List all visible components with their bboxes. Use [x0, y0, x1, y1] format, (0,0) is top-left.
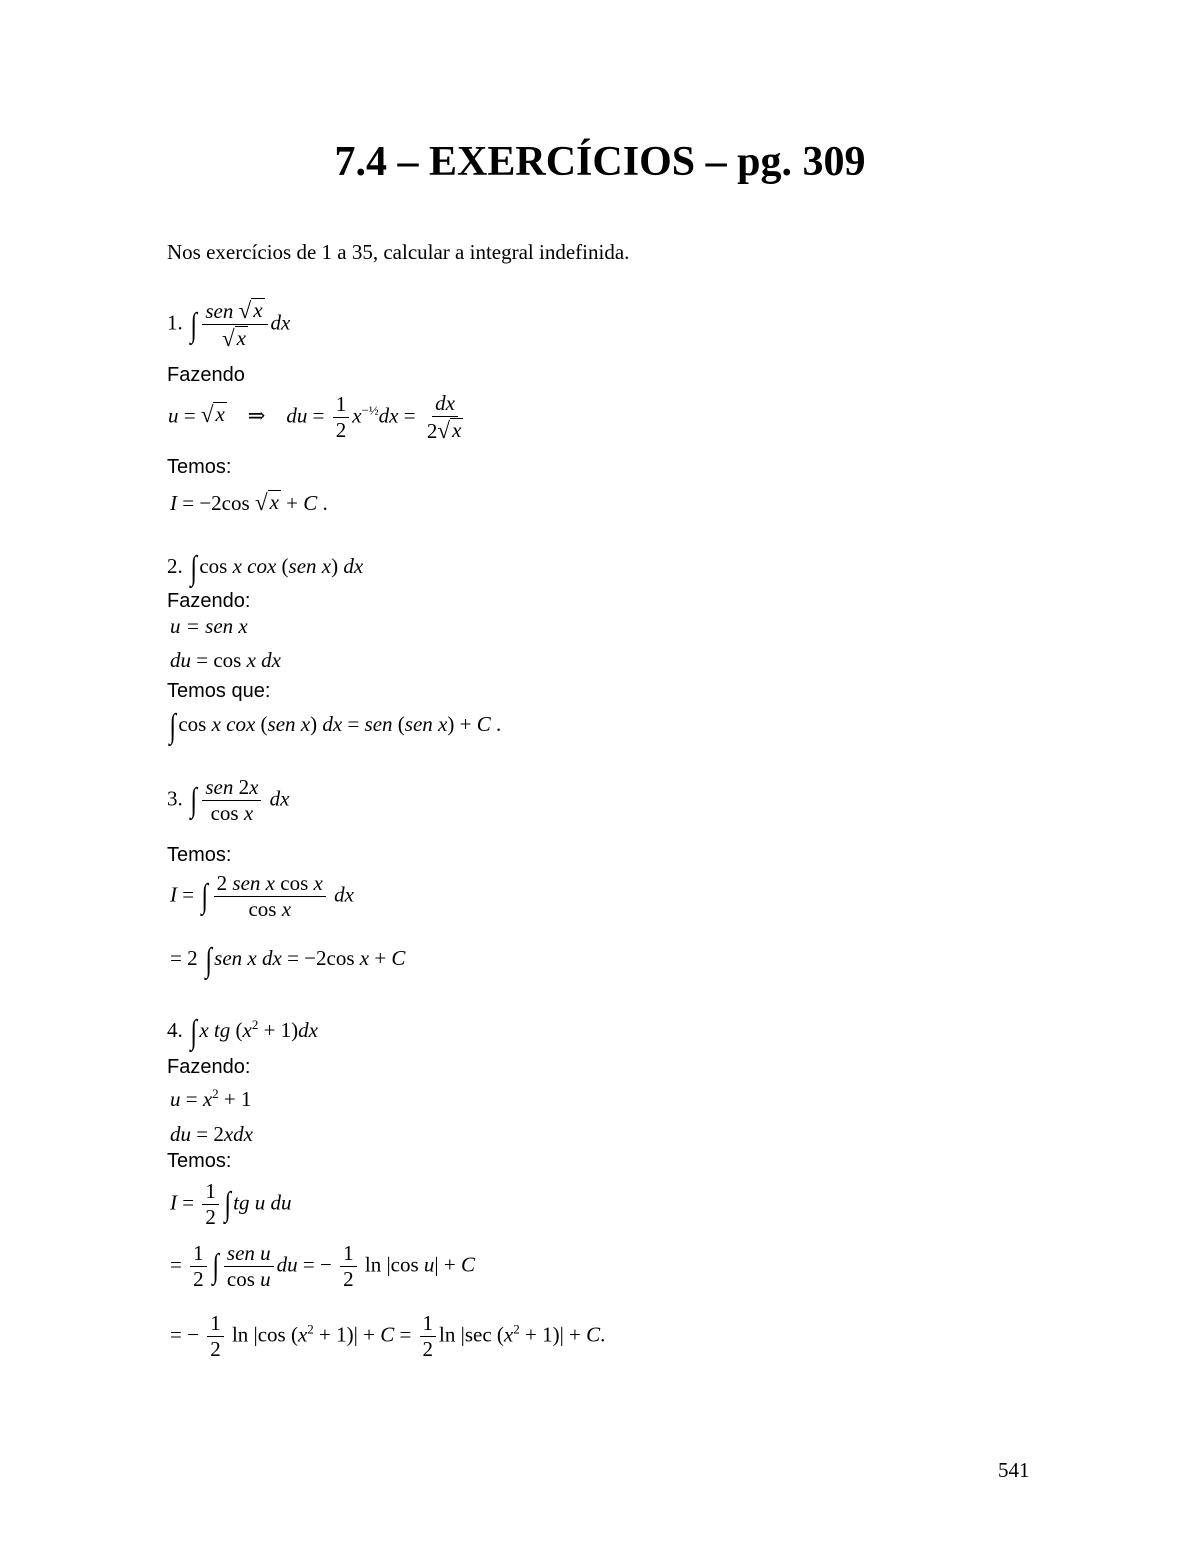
exercise-2-step-u: u = sen x — [170, 614, 248, 638]
exercise-3-statement: 3. ∫ $\frac{\text{sen 2x}}{\text{cos x}}$ dx — [167, 775, 290, 826]
label-temos-que: Temos que: — [167, 680, 271, 702]
label-temos: Temos: — [167, 456, 232, 478]
instruction-text: Nos exercícios de 1 a 35, calcular a integral indefinida. — [167, 240, 630, 264]
page-number: 541 — [998, 1458, 1030, 1482]
label-temos: Temos: — [167, 844, 232, 866]
integral-sign-icon: ∫ — [190, 306, 197, 344]
exercise-2-number: 2. — [167, 554, 183, 578]
exercise-1-number: 1. — [167, 310, 183, 335]
fraction: sen √ x √ x — [202, 298, 267, 351]
exercise-2-result: ∫ cos x cox (sen x) dx = sen (sen x) + C . — [169, 708, 502, 745]
integral-sign-icon: ∫ — [169, 708, 176, 745]
label-fazendo: Fazendo: — [167, 590, 251, 612]
exercise-2-statement: 2. ∫ cos x cox (sen x) dx — [167, 550, 364, 587]
page-title: 7.4 – EXERCÍCIOS – pg. 309 — [334, 139, 866, 185]
integral-sign-icon: ∫ — [224, 1186, 231, 1224]
label-temos: Temos: — [167, 1150, 232, 1172]
exercise-4-number: 4. — [167, 1018, 183, 1042]
exercise-3-step-1: I = ∫ $\frac{\text{2 sen x cos x}}{\text{cos x}}$ dx — [170, 871, 354, 922]
exercise-2-step-du: du = cos x dx — [170, 648, 281, 672]
exercise-3-step-2: = 2 ∫ sen x dx = −2cos x + C — [170, 942, 406, 979]
label-fazendo: Fazendo — [167, 364, 245, 386]
integral-sign-icon: ∫ — [190, 782, 197, 820]
exercise-1-result: I = −2cos √ x + C . — [170, 490, 328, 516]
exercise-4-step-1: I = $\frac{1}{2}$ ∫ tg u du — [170, 1179, 292, 1230]
exercise-1-substitution: u = √ x ⇒ du = $\frac{1}{2}$ $x^{-\frac{1}{2}}dx$ = dx 2 √ x — [168, 391, 462, 444]
exercise-4-step-du: du = 2xdx — [170, 1122, 253, 1146]
exercise-1-statement: 1. ∫ sen √ x √ x dx — [167, 298, 291, 352]
exercise-4-step-u: $u = x^2 + 1$ — [170, 1086, 252, 1111]
exercise-4-statement: 4. ∫ x tg $(x^2 + 1)dx$ — [167, 1014, 318, 1051]
fraction: $\frac{\text{sen 2x}}{\text{cos x}}$ — [202, 776, 261, 825]
integral-sign-icon: ∫ — [190, 1014, 197, 1051]
integral-sign-icon: ∫ — [190, 550, 197, 587]
integral-sign-icon: ∫ — [211, 1248, 219, 1286]
integral-sign-icon: ∫ — [205, 942, 212, 979]
exercise-4-step-3: = − $\frac{1}{2}$ ln |cos $(x^2 + 1)| + C$ = $\frac{1}{2}$ ln |sec $(x^2 + 1)| + C$. — [170, 1311, 606, 1362]
exercise-3-number: 3. — [167, 786, 183, 811]
label-fazendo: Fazendo: — [167, 1056, 251, 1078]
exercise-4-step-2: = $\frac{1}{2}$ ∫ $\frac{\text{sen u}}{\text{cos u}}$ du = − $\frac{1}{2}$ ln |cos u| + C — [170, 1241, 475, 1292]
integral-sign-icon: ∫ — [201, 878, 209, 916]
